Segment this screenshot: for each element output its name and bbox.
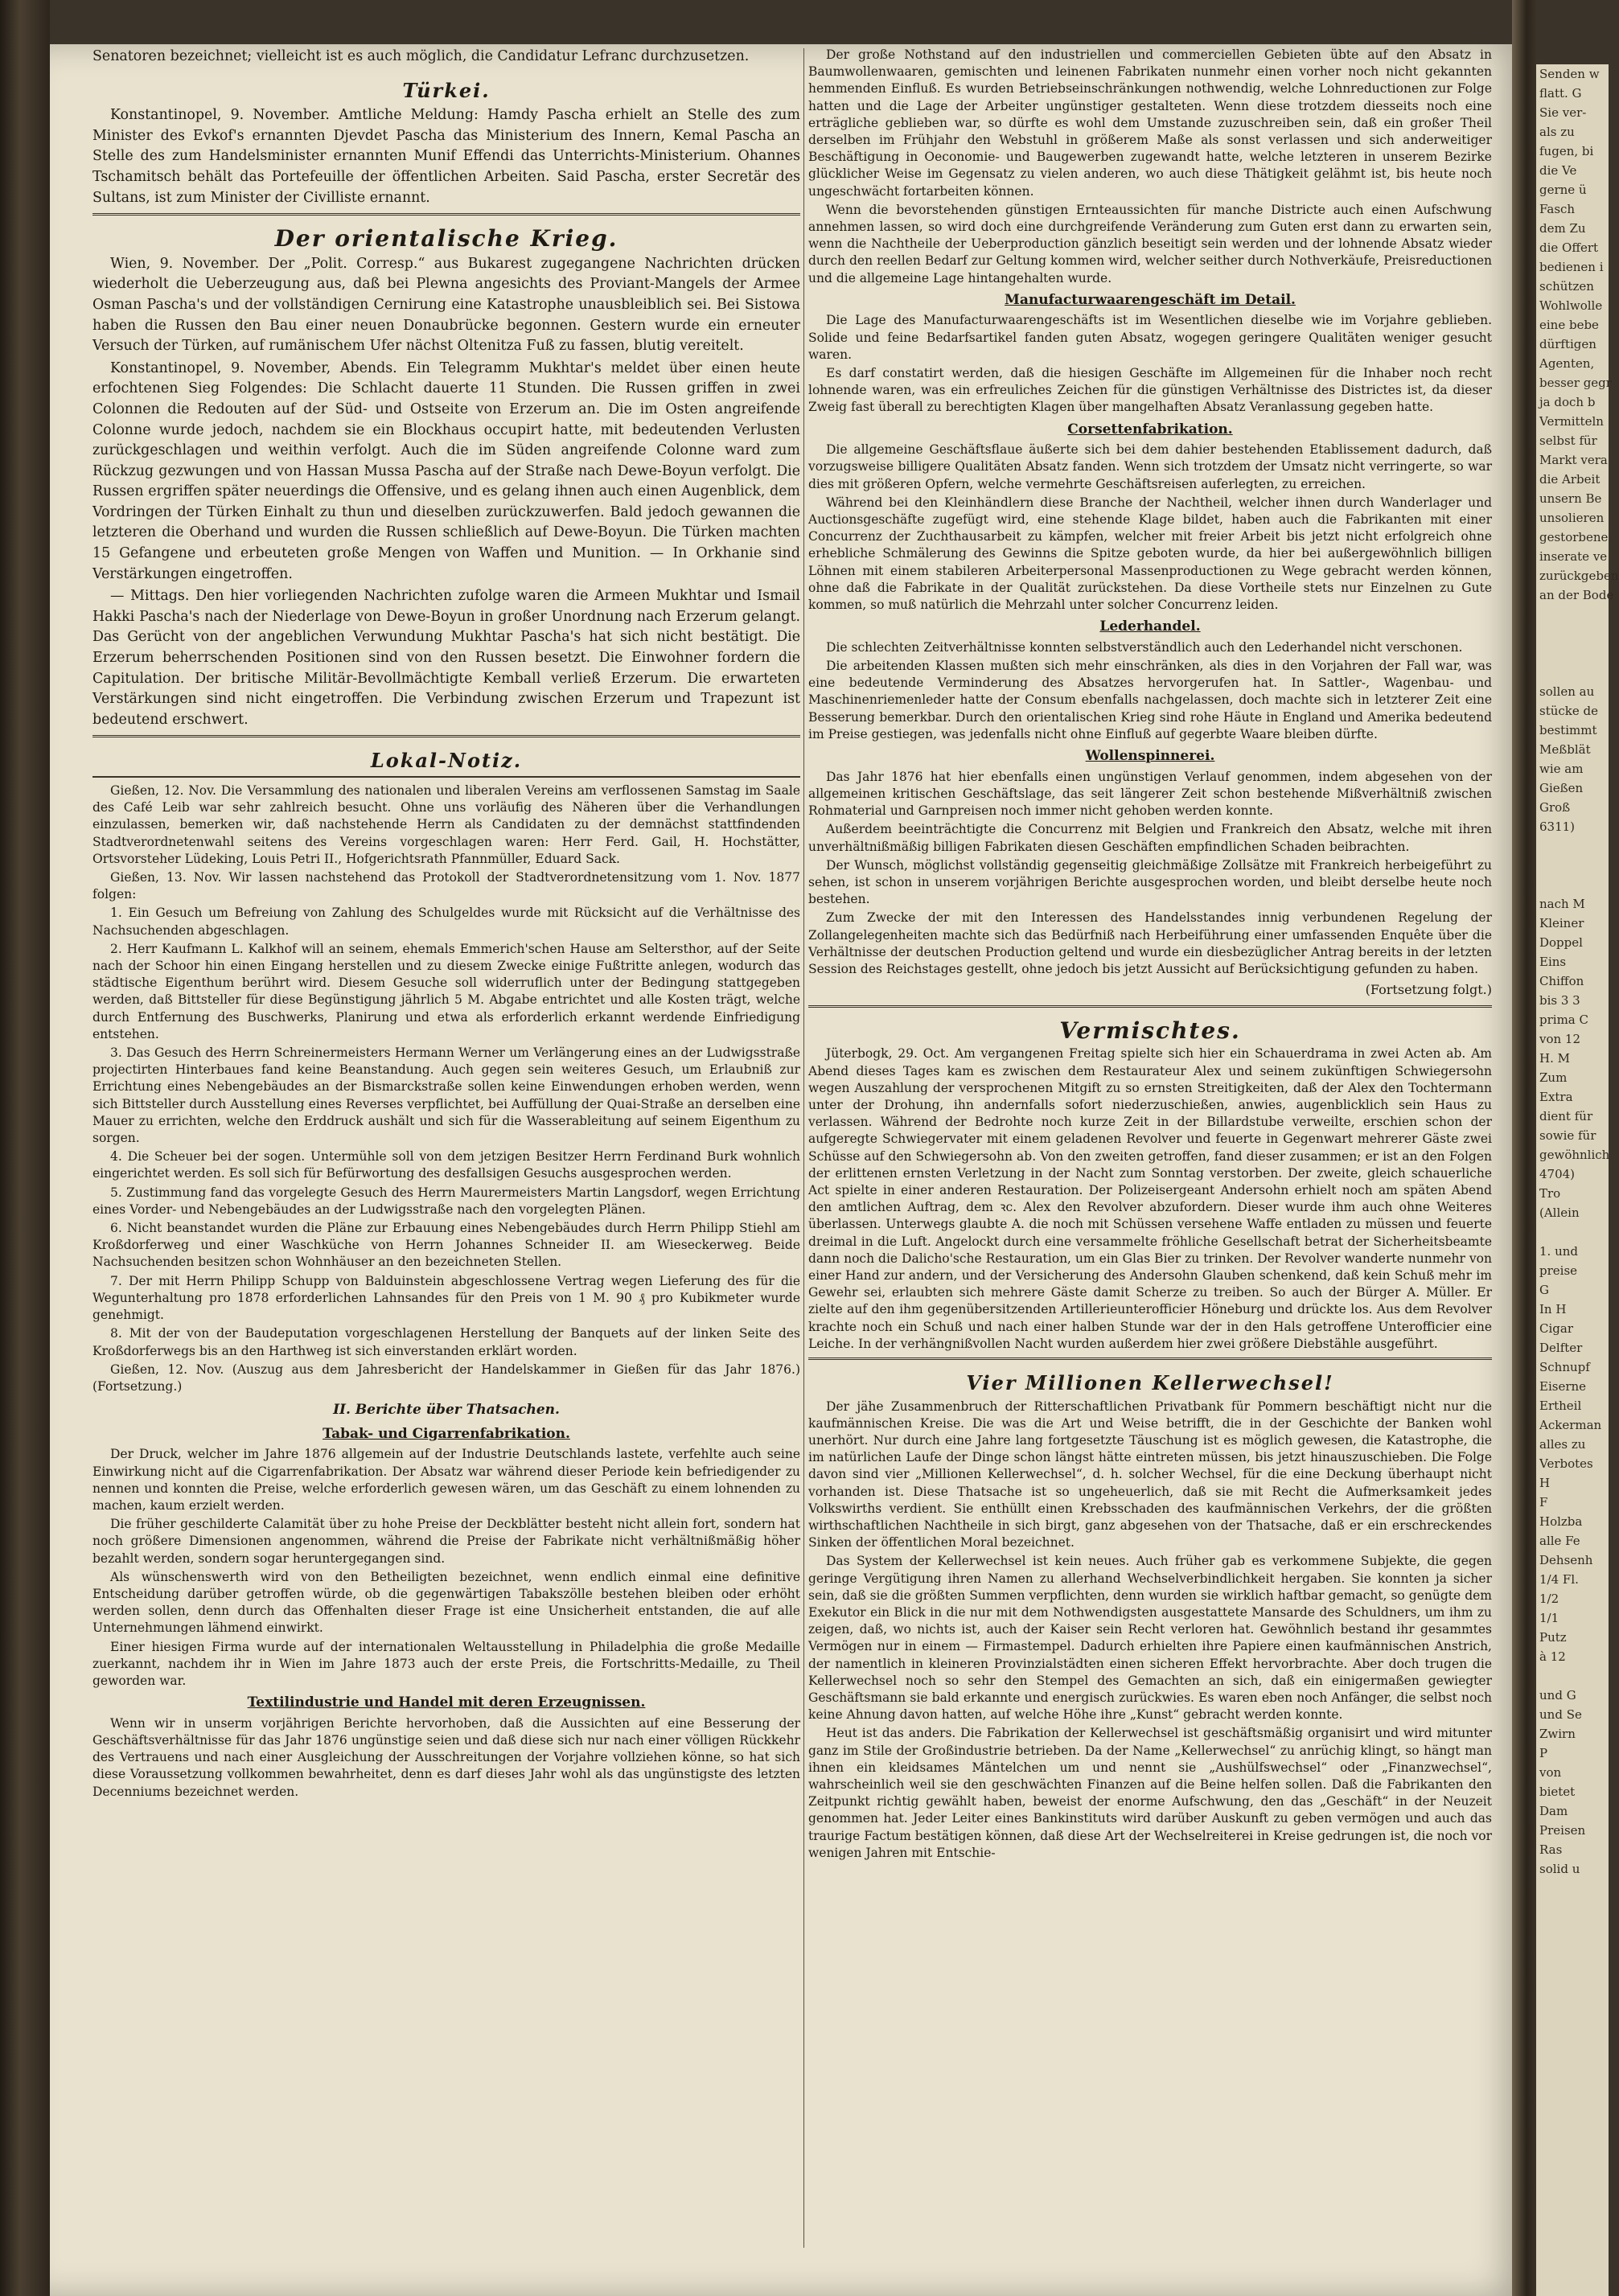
tabak-paragraph: Als wünschenswerth wird von den Betheiligten bezeichnet, wenn endlich einmal eine definitive Entscheidung darüber getroffen würde, ob die gegenwärtigen Tabakszölle bestehen bleiben oder erhöht werden sollen, denn durch das Offenhalten dieser Frage ist eine Unsicherheit entstanden, die auf alle Unternehmungen lähmend einwirkt. <box>92 1569 800 1636</box>
adjacent-page-fragment: bis 3 3 <box>1539 993 1580 1008</box>
adjacent-page-fragment <box>1536 624 1609 643</box>
adjacent-page-fragment: als zu <box>1539 125 1575 139</box>
divider <box>808 1357 1492 1360</box>
lokal-item: 8. Mit der von der Baudeputation vorgeschlagenen Herstellung der Banquets auf der linken Seite des Kroßdorferwegs bis an den Harthweg ist sich einverstanden erklärt worden. <box>92 1326 800 1358</box>
book-gutter <box>1512 0 1536 2296</box>
book-spine <box>0 0 50 2296</box>
adjacent-page-fragment <box>1536 605 1609 624</box>
adjacent-page-edge <box>1536 64 1619 2296</box>
adjacent-page-fragment: Fasch <box>1539 202 1576 216</box>
adjacent-page-fragment: sowie für <box>1539 1128 1596 1143</box>
leder-paragraph: Die schlechten Zeitverhältnisse konnten selbstverständlich auch den Lederhandel nicht verschonen. <box>826 639 1463 655</box>
adjacent-page-fragment: Putz <box>1539 1630 1567 1645</box>
adjacent-page-fragment: dem Zu <box>1539 221 1586 236</box>
adjacent-page-fragment: zurückgeben <box>1539 569 1619 583</box>
adjacent-page-fragment: von 12 <box>1539 1032 1581 1046</box>
lokal-paragraph-3: Gießen, 12. Nov. (Auszug aus dem Jahresbericht der Handelskammer in Gießen für das Jahr 1876.) (Fortsetzung.) <box>92 1362 800 1394</box>
adjacent-page-fragment: 4704) <box>1539 1167 1576 1181</box>
manuf-paragraph: Die Lage des Manufacturwaarengeschäfts ist im Wesentlichen dieselbe wie im Vorjahre geblieben. Solide und feine Bedarfsartikel fanden guten Absatz, wogegen geringere Qualitäten weniger gesucht waren. <box>808 313 1492 362</box>
adjacent-page-fragment: selbst für <box>1539 433 1597 448</box>
kellerwechsel-paragraph: Das System der Kellerwechsel ist kein neues. Auch früher gab es verkommene Subjekte, die gegen geringe Vergütigung ihren Namen zu allerhand Wechselverbindlichkeit hergaben. Sie konnten ja sicher sein, daß sie die größten Summen verpflichten, denn wurden sie wirklich haftbar gemacht, so genügte dem Exekutor ein Blick in die nur mit dem Nothwendigsten ausgestattete Mansarde des Schuldners, um ihm zu zeigen, daß, wo nichts ist, auch der Kaiser sein Recht verloren hat. Gewöhnlich bestand ihr gesammtes Vermögen nur in einem — Firmastempel. Dadurch erhielten ihre Papiere einen kaufmännischen Anstrich, der namentlich in kleineren Provinzialstädten einen sicheren Effekt hervorbrachte. Aber doch trugen die Kellerwechsel noch so sehr den Stempel des Gemachten an sich, daß ein einigermaßen gewiegter Geschäftsmann sie bald erkannte und energisch zurückwies. Es waren eben noch Anfänger, die selbst noch keine Ahnung davon hatten, auf welche Höhe ihre „Kunst“ gebracht werden konnte. <box>808 1554 1492 1723</box>
adjacent-page-fragment: dürftigen <box>1539 337 1596 351</box>
adjacent-page-fragment: In H <box>1539 1302 1567 1316</box>
lokal-item: 5. Zustimmung fand das vorgelegte Gesuch des Herrn Maurermeisters Martin Langsdorf, wegen Errichtung eines Vorder- und Nebengebäudes an der Ludwigsstraße nach den vorgelegten Plänen. <box>92 1185 800 1217</box>
tabak-heading: Tabak- und Cigarrenfabrikation. <box>323 1425 570 1442</box>
adjacent-page-fragment: besser gegr <box>1539 376 1612 390</box>
textil-paragraph: Der große Nothstand auf den industriellen und commerciellen Gebieten übte auf den Absatz in Baumwollenwaaren, gemischten und leinenen Fabrikaten nunmehr einen vorher noch nicht gekannten hemmenden Einfluß. Es wurden Betriebseinschränkungen nothwendig, welche Lohnreductionen zur Folge hatten und die Lage der Arbeiter ungünstiger gestalteten. Wenn diese trotzdem diesseits noch eine erträgliche geblieben war, so dürfte es wohl dem Umstande zuzuschreiben sein, daß ein großer Theil derselben im Frühjahr den Webstuhl in größerem Maße als sonst verlassen und sich anderweitiger Beschäftigung in Oeconomie- und Baugewerben zugewandt hatte, welche letzteren in unserem Bezirke glücklicher Weise im Gegensatz zu vielen anderen, wo auch diese Thätigkeit gelähmt ist, bis heute noch ungeschwächt fortarbeiten können. <box>808 47 1492 199</box>
adjacent-page-fragment: bestimmt <box>1539 723 1597 737</box>
section-title-lokal: Lokal-Notiz. <box>370 749 523 773</box>
adjacent-page-fragment <box>1536 875 1609 894</box>
kellerwechsel-paragraph: Der jähe Zusammenbruch der Ritterschaftlichen Privatbank für Pommern beschäftigt nicht nur die kaufmännischen Kreise. Die was die Art und Weise betrifft, die in der Geschichte der Banken wohl unerhört. Nur durch eine Jahre lang fortgesetzte Täuschung ist es möglich gewesen, die Katastrophe, die im natürlichen Laufe der Dinge schon längst hätte eintreten müssen, bis jetzt hinauszuschieben. Die Folge davon sind vier „Millionen Kellerwechsel“, d. h. solcher Wechsel, für die eine Deckung überhaupt nicht vorhanden ist. Diese Thatsache ist so ungeheuerlich, daß sie mit Recht die Aufmerksamkeit jedes Volkswirths verdient. Sie enthüllt einen Krebsschaden des kaufmännischen Verkehrs, der die größten wirthschaftlichen Nachtheile in sich birgt, ganz abgesehen von der Thatsache, daß er ein erschreckendes Sinken der öffentlichen Moral bezeichnet. <box>808 1399 1492 1551</box>
divider <box>92 776 800 778</box>
adjacent-page-fragment: Gießen <box>1539 781 1584 795</box>
adjacent-page-fragment: Meßblät <box>1539 742 1591 757</box>
adjacent-page-fragment: unsern Be <box>1539 491 1602 506</box>
adjacent-page-fragment: ja doch b <box>1539 395 1596 409</box>
adjacent-page-fragment <box>1536 836 1609 856</box>
adjacent-page-fragment <box>1536 1222 1609 1242</box>
tabak-paragraph: Der Druck, welcher im Jahre 1876 allgemein auf der Industrie Deutschlands lastete, verfehlte auch seine Einwirkung nicht auf die Cigarrenfabrikation. Der Absatz war während dieser Periode kein befriedigender zu nennen und konnten die Preise, welche erforderlich gewesen wären, um das Geschäft zu einem lohnenden zu machen, kaum erzielt werden. <box>92 1447 800 1513</box>
left-column <box>92 47 800 2248</box>
adjacent-page-fragment: flatt. G <box>1539 86 1582 101</box>
textil-paragraph: Wenn wir in unserm vorjährigen Berichte hervorhoben, daß die Aussichten auf eine Besserung der Geschäftsverhältnisse für das Jahr 1876 ungünstige seien und daß diese sich nur nach einer völligen Rückkehr des Vertrauens und nach einer Ausgleichung der Ausschreitungen der Vorjahre vollziehen könne, so hat sich diese Voraussetzung vollkommen bewahrheitet, denn es darf dieses Jahr wohl als das ungünstigste des letzten Decenniums bezeichnet werden. <box>92 1715 800 1799</box>
lokal-paragraph-1: Gießen, 12. Nov. Die Versammlung des nationalen und liberalen Vereins am verflossenen Samstag im Saale des Café Leib war sehr zahlreich besucht. Ohne uns vorläufig des Näheren über die Verhandlungen einzulassen, bemerken wir, daß nachstehende Herrn als Candidaten zu der demnächst stattfindenden Stadtverordnetenwahl seitens des Vereins vorgeschlagen waren: Herr Ferd. Gail, H. Hochstätter, Ortsvorsteher Lüdeking, Louis Petri II., Hofgerichtsrath Pfannmüller, Eduard Sack. <box>92 783 800 866</box>
textil-paragraph: Wenn die bevorstehenden günstigen Ernteaussichten für manche Districte auch einen Aufschwung annehmen lassen, so wird doch eine durchgreifende Veränderung zum Guten erst dann zu erwarten sein, wenn die Nachtheile der Ueberproduction gänzlich beseitigt sein werden und der lohnende Absatz wieder durch den reellen Bedarf zur Geltung kommen wird, welcher seither durch Nothverkäufe, Preisreductionen und die allgemeine Lage hintangehalten wurde. <box>808 202 1492 285</box>
lokal-item: 7. Der mit Herrn Philipp Schupp von Balduinstein abgeschlossene Vertrag wegen Lieferung des für die Wegunterhaltung pro 1878 erforderlichen Lahnsandes für den Preis von 1 M. 90 ₰ pro Kubikmeter wurde genehmigt. <box>92 1273 800 1323</box>
woll-paragraph: Das Jahr 1876 hat hier ebenfalls einen ungünstigen Verlauf genommen, indem abgesehen von der allgemeinen kritischen Geschäftslage, das seit längerer Zeit schon bestehende Mißverhältniß zwischen Rohmaterial und Garnpreisen noch immer nicht gehoben werden konnte. <box>808 769 1492 819</box>
adjacent-page-fragment: und G <box>1539 1688 1576 1702</box>
adjacent-page-fragment: und Se <box>1539 1707 1582 1722</box>
adjacent-page-fragment: Holzba <box>1539 1514 1583 1529</box>
adjacent-page-fragment: gewöhnlich <box>1539 1148 1610 1162</box>
continuation-note: (Fortsetzung folgt.) <box>1365 982 1492 998</box>
adjacent-page-fragment: à 12 <box>1539 1649 1566 1664</box>
adjacent-page-fragment: fugen, bi <box>1539 144 1594 158</box>
adjacent-page-fragment: Chiffon <box>1539 974 1584 988</box>
leder-paragraph: Die arbeitenden Klassen mußten sich mehr einschränken, als dies in den Vorjahren der Fall war, was eine bedeutende Verminderung des Absatzes hervorgerufen hat. In Sattler-, Wagenbau- und Maschinenriemenleder hatte der Consum ebenfalls nachgelassen, doch machte sich in letzterer Zeit eine Besserung bemerkbar. Durch den orientalischen Krieg sind rohe Häute in England und Amerika bedeutend im Preise gestiegen, was jedenfalls nicht ohne Einfluß auf gegerbte Waare bleiben dürfte. <box>808 659 1492 741</box>
lokal-item: 3. Das Gesuch des Herrn Schreinermeisters Hermann Werner um Verlängerung eines an der Ludwigsstraße projectirten Hinterbaues fand keine Beanstandung. Auch gegen sein weiteres Gesuch, um Erlaubniß zur Errichtung eines Nebengebäudes an der Bismarckstraße sollen keine Einwendungen erhoben werden, wenn sich Bittsteller durch Ausstellung eines Reverses verpflichtet, bei Auffüllung der Quai-Straße an derselben eine Mauer zu errichten, welche den Erddruck aushält und sich für die Wasserableitung auf seinem Eigenthum zu sorgen. <box>92 1045 800 1146</box>
adjacent-page-fragment: wie am <box>1539 762 1584 776</box>
adjacent-page-fragment: H <box>1539 1476 1551 1490</box>
adjacent-page-fragment: schützen <box>1539 279 1594 294</box>
adjacent-page-fragment: die Offert <box>1539 240 1599 255</box>
adjacent-page-fragment: Cigar <box>1539 1321 1573 1336</box>
manuf-heading: Manufacturwaarengeschäft im Detail. <box>1005 291 1296 308</box>
adjacent-page-fragment: P <box>1539 1746 1548 1760</box>
corsett-paragraph: Während bei den Kleinhändlern diese Branche der Nachtheil, welcher ihnen durch Wanderlager und Auctionsgeschäfte zugefügt wird, eine stehende Klage bildet, haben auch die Fabrikanten mit einer Concurrenz der Zuchthausarbeit zu kämpfen, welcher mit freier Arbeit bis jetzt nicht erfolgreich ohne erhebliche Schmälerung des Gewinns die Spitze geboten wurde, da hier bei außergewöhnlich billigen Löhnen mit einem stabileren Arbeiterpersonal Massenproductionen zu Wege gebracht werden können, ohne daß die Fabrikate in der Qualität zurückstehen. Da diese Vortheile stets nur Einzelnen zu Gute kommen, so muß natürlich die Mehrzahl unter solcher Concurrenz leiden. <box>808 495 1492 613</box>
adjacent-page-fragment: Schnupf <box>1539 1360 1590 1374</box>
manuf-paragraph: Es darf constatirt werden, daß die hiesigen Geschäfte im Allgemeinen für die Inhaber noch recht lohnende waren, was ein erfreuliches Zeichen für die günstigen Verhältnisse des Districtes ist, da dieser Zweig fast überall zu berechtigten Klagen über mangelhaften Absatz Veranlassung gegeben hatte. <box>808 366 1492 415</box>
berichte-heading: II. Berichte über Thatsachen. <box>333 1402 560 1419</box>
vermischtes-article: Jüterbogk, 29. Oct. Am vergangenen Freitag spielte sich hier ein Schauerdrama in zwei Acten ab. Am Abend dieses Tages kam es zwischen dem Restaurateur Alex und seinem zukünftigen Schwiegersohn wegen Auszahlung der versprochenen Mitgift zu so ernsten Streitigkeiten, daß der Alex den Tochtermann unter der Drohung, ihn andernfalls sofort niederzuschießen, anwies, augenblicklich sein Haus zu verlassen. Während der Bedrohte noch kurze Zeit in der Billardstube verweilte, erschien schon der aufgeregte Schwiegervater mit einem geladenen Revolver und feuerte in Gegenwart mehrerer Gäste zwei Schüsse auf den Schwiegersohn ab. Von den zweiten getroffen, fand dieser zusammen; er ist an den Folgen der erlittenen ernsten Verletzung in der Nacht zum Sonntag verstorben. Der zweite, gleich schauerliche Act spielte in einer anderen Restauration. Der Polizeisergeant Andersohn erhielt noch am späten Abend den amtlichen Auftrag, dem ꝛc. Alex den Revolver abzufordern. Dieser wurde ihm auch ohne Weiteres überlassen. Unterwegs glaubte A. die noch mit Schüssen versehene Waffe entladen zu müssen und feuerte dreimal in die Luft. Angelockt durch eine versammelte fröhliche Gesellschaft betrat der Sicherheitsbeamte dann noch die Dalicho'sche Restauration, um ein Glas Bier zu trinken. Der Revolver wanderte nunmehr von einer Hand zur andern, und der Versicherung des Andersohn Glauben schenkend, daß kein Schuß mehr im Gewehr sei, erlaubten sich mehrere Gäste damit Scherze zu treiben. So auch der Bürger A. Müller. Er zielte auf den ihm gegenübersitzenden Artillerieunterofficier Höneburg und drückte los. Aus dem Revolver krachte noch ein Schuß und nach einer halben Stunde war der in den Hals getroffene Unterofficier eine Leiche. In der verhängnißvollen Nacht wurden außerdem hier zwei größere Diebstähle ausgeführt. <box>808 1046 1492 1351</box>
adjacent-page-fragment: Dehsenh <box>1539 1553 1593 1567</box>
adjacent-page-fragment: stücke de <box>1539 704 1599 718</box>
adjacent-page-fragment: Zum <box>1539 1070 1568 1085</box>
corsett-paragraph: Die allgemeine Geschäftsflaue äußerte sich bei dem dahier bestehenden Etablissement dadurch, daß vorzugsweise billigere Qualitäten Absatz fanden. Wenn sich trotzdem der Umsatz nicht verringerte, so war dies mit größeren Opfern, welche vermehrte Geschäftsreisen auferlegten, zu erreichen. <box>808 442 1492 491</box>
adjacent-page-fragment: Preisen <box>1539 1823 1586 1838</box>
textil-heading: Textilindustrie und Handel mit deren Erzeugnissen. <box>247 1694 646 1711</box>
divider <box>92 213 800 216</box>
section-title-turkei: Türkei. <box>402 78 491 102</box>
adjacent-page-fragment: bedienen i <box>1539 260 1604 274</box>
divider <box>808 1005 1492 1008</box>
adjacent-page-fragment: Senden w <box>1539 67 1600 81</box>
lokal-item: 2. Herr Kaufmann L. Kalkhof will an seinem, ehemals Emmerich'schen Hause am Seltersthor, auf der Seite nach der Schoor hin einen Eingang herstellen und zu diesem Zwecke einige Fußtritte anlegen, wodurch das städtische Eigenthum berührt wird. Diesem Gesuche soll widerruflich unter der Bedingung stattgegeben werden, daß Bittsteller für diese Begünstigung jährlich 5 M. Abgabe entrichtet und alle Kosten trägt, welche durch Entfernung des Buschwerks, Planirung und etwa als erforderlich erkannt werdende Einfriedigung entstehen. <box>92 941 800 1041</box>
adjacent-page-fragment: dient für <box>1539 1109 1593 1123</box>
kellerwechsel-paragraph: Heut ist das anders. Die Fabrikation der Kellerwechsel ist geschäftsmäßig organisirt und wird mitunter ganz im Stile der Großindustrie betrieben. Da der Name „Kellerwechsel“ zu anrüchig klingt, so hängt man ihnen ein kleidsames Mäntelchen um und nennt sie „Aushülfswechsel“ oder „Finanzwechsel“, wahrscheinlich weil sie den geschwächten Finanzen auf die Beine helfen sollen. Daß die Fabrikanten den Zeitpunkt richtig gewählt haben, beweist der enorme Aufschwung, den das „Geschäft“ in der Neuzeit genommen hat. Jeder Leiter eines Bankinstituts wird darüber Auskunft zu geben vermögen und auch das traurige Factum bestätigen können, daß diese Art der Wechselreiterei in Kreise gedrungen ist, die noch vor wenigen Jahren mit Entschie- <box>808 1726 1492 1860</box>
adjacent-page-fragment <box>1536 1666 1609 1686</box>
adjacent-page-fragment: solid u <box>1539 1862 1580 1876</box>
column-rule <box>803 48 804 2248</box>
intro-text: Senatoren bezeichnet; vielleicht ist es auch möglich, die Candidatur Lefranc durchzusetzen. <box>92 48 750 64</box>
adjacent-page-fragment: Ackerman <box>1539 1418 1602 1432</box>
adjacent-page-fragment: inserate ve <box>1539 549 1608 564</box>
adjacent-page-fragment: alle Fe <box>1539 1534 1580 1548</box>
adjacent-page-fragment: gestorbene <box>1539 530 1609 544</box>
adjacent-page-fragment: 6311) <box>1539 819 1576 834</box>
adjacent-page-fragment: preise <box>1539 1263 1578 1278</box>
adjacent-page-fragment: eine bebe <box>1539 318 1599 332</box>
leder-heading: Lederhandel. <box>1099 618 1201 635</box>
section-title-vermischtes: Vermischtes. <box>1059 1017 1241 1044</box>
adjacent-page-fragment: prima C <box>1539 1012 1588 1027</box>
krieg-paragraph-3: — Mittags. Den hier vorliegenden Nachrichten zufolge waren die Armeen Mukhtar und Ismail Hakki Pascha's nach der Niederlage von Dewe-Boyun in großer Unordnung nach Erzerum gelangt. Das Gerücht von der angeblichen Verwundung Mukhtar Pascha's hat sich nicht bestätigt. Die Erzerum beherrschenden Positionen sind von den Russen besetzt. Die Einwohner fordern die Capitulation. Der britische Militär-Bevollmächtigte Kemball verließ Erzerum. Die erwarteten Verstärkungen sind nicht eingetroffen. Die Verbindung zwischen Erzerum und Trapezunt ist bedeutend erschwert. <box>92 588 800 728</box>
woll-paragraph: Außerdem beeinträchtigte die Concurrenz mit Belgien und Frankreich den Absatz, welche mit ihren unverhältnißmäßig billigen Fabrikaten diesen Geschäften empfindlichen Schaden beibrachten. <box>808 822 1492 854</box>
adjacent-page-fragment: gerne ü <box>1539 183 1587 197</box>
adjacent-page-fragment: an der Bode <box>1539 588 1614 602</box>
adjacent-page-fragment: 1/2 <box>1539 1592 1559 1606</box>
adjacent-page-fragment: sollen au <box>1539 684 1595 699</box>
adjacent-page-fragment: G <box>1539 1283 1549 1297</box>
adjacent-page-fragment: Sie ver- <box>1539 105 1587 120</box>
adjacent-page-fragment: bietet <box>1539 1785 1576 1799</box>
adjacent-page-fragment: 1/4 Fl. <box>1539 1572 1579 1587</box>
lokal-item: 4. Die Scheuer bei der sogen. Untermühle soll von dem jetzigen Besitzer Herrn Ferdinand Burk wohnlich eingerichtet werden. Es soll sich für Befürwortung des desfallsigen Gesuchs ausgesprochen werden. <box>92 1149 800 1181</box>
adjacent-page-fragment: Vermitteln <box>1539 414 1604 429</box>
adjacent-page-fragment: Wohlwolle <box>1539 298 1603 313</box>
adjacent-page-fragment: Doppel <box>1539 935 1583 950</box>
adjacent-page-fragment: Ras <box>1539 1842 1563 1857</box>
adjacent-page-fragment: 1/1 <box>1539 1611 1559 1625</box>
lokal-item: 1. Ein Gesuch um Befreiung von Zahlung des Schulgeldes wurde mit Rücksicht auf die Verhältnisse des Nachsuchenden abgeschlagen. <box>92 906 800 938</box>
adjacent-page-fragment: Groß <box>1539 800 1571 815</box>
adjacent-page-fragment: Eins <box>1539 955 1567 969</box>
adjacent-page-fragment: Eiserne <box>1539 1379 1587 1394</box>
krieg-paragraph-1: Wien, 9. November. Der „Polit. Corresp.“ aus Bukarest zugegangene Nachrichten drücken wiederholt die Ueberzeugung aus, daß bei Plewna angesichts des Proviant-Mangels der Armee Osman Pascha's und der vollständigen Cernirung eine Katastrophe unausbleiblich sei. Bei Sistowa haben die Russen den Bau einer neuen Donaubrücke begonnen. Gestern wurde ein erneuter Versuch der Türken, auf rumänischem Ufer nächst Oltenitza Fuß zu fassen, blutig vereitelt. <box>92 255 800 355</box>
adjacent-page-fragment: H. M <box>1539 1051 1570 1066</box>
adjacent-page-fragment: Dam <box>1539 1804 1568 1818</box>
woll-paragraph: Zum Zwecke der mit den Interessen des Handelsstandes innig verbundenen Regelung der Zollangelegenheiten machte sich das Bedürfniß nach Herbeiführung einer umfassenden Enquête über die Verhältnisse der deutschen Production geltend und wurde ein diesbezüglicher Antrag bereits in der letzten Session des Reichstages gestellt, ohne jedoch bis jetzt Aussicht auf Berücksichtigung gefunden zu haben. <box>808 910 1492 976</box>
adjacent-page-fragment: nach M <box>1539 897 1585 911</box>
adjacent-page-fragment: Zwirn <box>1539 1727 1576 1741</box>
lokal-block <box>92 782 800 1801</box>
adjacent-page-fragment: die Arbeit <box>1539 472 1601 487</box>
adjacent-page-fragment: F <box>1539 1495 1548 1509</box>
adjacent-page-fragment: Markt vera <box>1539 453 1608 467</box>
adjacent-page-fragment: von <box>1539 1765 1562 1780</box>
adjacent-page-fragment: unsolieren <box>1539 511 1605 525</box>
adjacent-page-fragment: Verbotes <box>1539 1456 1593 1471</box>
adjacent-page-fragment: Extra <box>1539 1090 1573 1104</box>
right-column <box>808 47 1492 2248</box>
tabak-paragraph: Die früher geschilderte Calamität über zu hohe Preise der Deckblätter besteht nicht allein fort, sondern hat noch größere Dimensionen angenommen, während die Preise der Fabrikate nicht verhältnißmäßig höher bezahlt werden, sondern sogar heruntergegangen sind. <box>92 1517 800 1566</box>
adjacent-page-fragment <box>1536 643 1609 663</box>
adjacent-page-fragment <box>1536 663 1609 682</box>
adjacent-page-fragment: Tro <box>1539 1186 1561 1201</box>
woll-paragraph: Der Wunsch, möglichst vollständig gegenseitig gleichmäßige Zollsätze mit Frankreich herbeigeführt zu sehen, ist schon in unserem vorjährigen Berichte ausgesprochen worden, und bleibt derselbe heute noch bestehen. <box>808 857 1492 907</box>
adjacent-page-fragment: Agenten, <box>1539 356 1595 371</box>
lokal-paragraph-2: Gießen, 13. Nov. Wir lassen nachstehend das Protokoll der Stadtverordnetensitzung vom 1. Nov. 1877 folgen: <box>92 870 800 902</box>
adjacent-page-fragment: Kleiner <box>1539 916 1584 930</box>
section-title-kellerwechsel: Vier Millionen Kellerwechsel! <box>966 1370 1334 1394</box>
lokal-item: 6. Nicht beanstandet wurden die Pläne zur Erbauung eines Nebengebäudes durch Herrn Philipp Stiehl am Kroßdorferweg und einer Waschküche von Herrn Johannes Schneider II. am Wieseckerweg. Beide Nachsuchenden besitzen schon Wohnhäuser an den bezeichneten Stellen. <box>92 1221 800 1270</box>
adjacent-page-fragment: 1. und <box>1539 1244 1579 1259</box>
adjacent-page-fragment: Delfter <box>1539 1341 1583 1355</box>
divider <box>92 735 800 737</box>
adjacent-page-fragment: Ertheil <box>1539 1399 1582 1413</box>
turkei-article: Konstantinopel, 9. November. Amtliche Meldung: Hamdy Pascha erhielt an Stelle des zum Minister des Evkof's ernannten Djevdet Pascha das Ministerium des Innern, Kemal Pascha an Stelle des zum Handelsminister ernannten Munif Effendi das Unterrichts-Ministerium. Ohannes Tschamitsch behält das Portefeuille der öffentlichen Arbeiten. Said Pascha, erster Secretär des Sultans, ist zum Minister der Civilliste ernannt. <box>92 107 800 206</box>
krieg-paragraph-2: Konstantinopel, 9. November, Abends. Ein Telegramm Mukhtar's meldet über einen heute erfochtenen Sieg Folgendes: Die Schlacht dauerte 11 Stunden. Die Russen griffen in zwei Colonnen die Redouten auf der Süd- und Ostseite von Erzerum an. Die im Osten angreifende Colonne wurde jedoch, nachdem sie ein Blockhaus occupirt hatte, mit bedeutenden Verlusten zurückgeschlagen und weithin verfolgt. Auch die im Süden angreifende Colonne ward zum Rückzug gezwungen und von Hassan Mussa Pascha auf der Straße nach Dewe-Boyun verfolgt. Die Russen ergriffen später neuerdings die Offensive, und es gelang ihnen auch einen Augenblick, dem Vordringen der Türken Einhalt zu thun und dieselben zurückzuwerfen. Bald jedoch gewannen die letzteren die Oberhand und wurden die Russen schließlich auf Dewe-Boyun. Die Türken machten 15 Gefangene und erbeuteten große Mengen von Waffen und Munition. — In Orkhanie sind Verstärkungen eingetroffen. <box>92 359 800 582</box>
adjacent-page-fragment <box>1536 856 1609 875</box>
adjacent-page-fragment: alles zu <box>1539 1437 1586 1452</box>
adjacent-page-fragment: die Ve <box>1539 163 1577 178</box>
tabak-paragraph: Einer hiesigen Firma wurde auf der internationalen Weltausstellung in Philadelphia die große Medaille zuerkannt, nachdem ihr in Wien im Jahre 1873 auch der erste Preis, die Fortschritts-Medaille, zu Theil geworden war. <box>92 1639 800 1688</box>
corsett-heading: Corsettenfabrikation. <box>1067 421 1233 437</box>
woll-heading: Wollenspinnerei. <box>1085 748 1215 765</box>
adjacent-page-fragment: (Allein <box>1539 1206 1580 1220</box>
section-title-krieg: Der orientalische Krieg. <box>274 225 618 253</box>
